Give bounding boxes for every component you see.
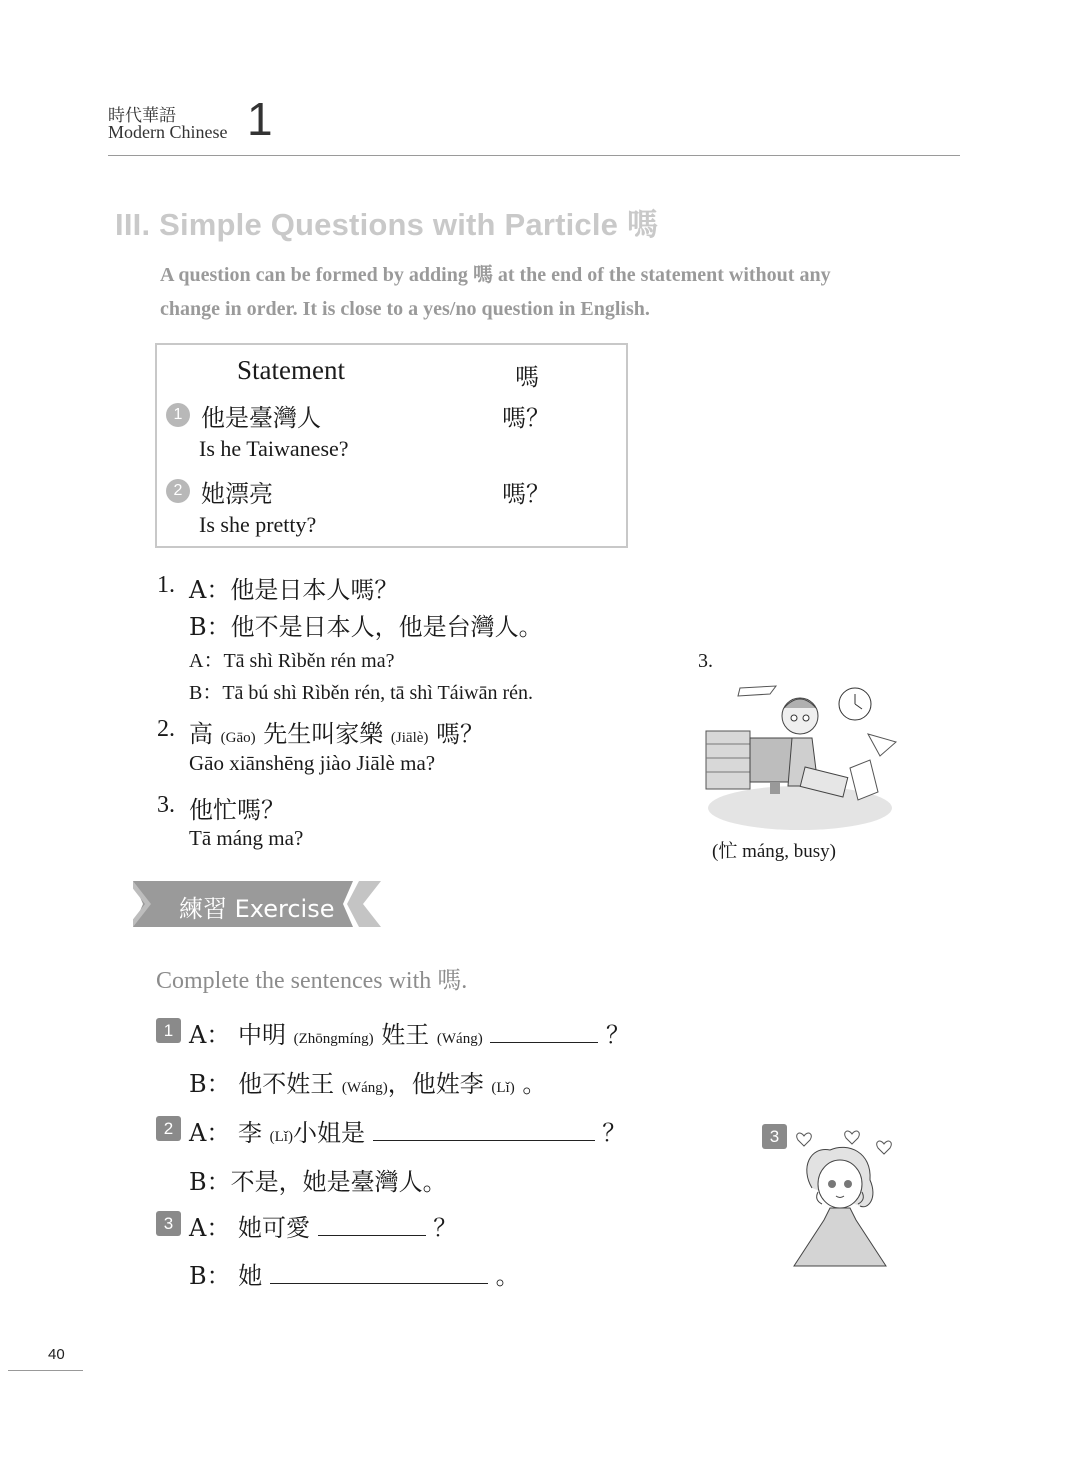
sentence-end: ？ — [433, 1214, 458, 1242]
intro-line-1: A question can be formed by adding 嗎 at the end of the statement without any — [160, 264, 831, 286]
sentence-part: 她 — [238, 1262, 263, 1290]
exercise-banner — [133, 881, 385, 927]
heart-icon — [797, 1133, 812, 1146]
sentence-part: 中明 — [237, 1021, 286, 1049]
section-intro — [160, 258, 960, 326]
sentence-end: ？ — [602, 1119, 627, 1147]
sentence-part: 小姐是 — [292, 1119, 365, 1147]
header-series-english: Modern Chinese — [108, 122, 228, 142]
pinyin-note: (Gāo) — [220, 730, 256, 746]
row-2-badge — [166, 479, 190, 503]
pinyin-note: (Jiālè) — [390, 730, 429, 746]
table-header-statement: Statement — [237, 355, 345, 385]
sentence-end: 。 — [522, 1070, 547, 1098]
square-number-badge: 1 — [156, 1018, 181, 1043]
exercise-2-badge — [156, 1116, 181, 1141]
row-1-statement: 他是臺灣人 — [201, 404, 321, 432]
pinyin-note: (Wáng) — [341, 1080, 388, 1096]
example-1-pinyin-a: A：Tā shì Rìběn rén ma? — [189, 650, 395, 672]
example-1-line-b — [189, 607, 543, 642]
sentence-part: 李 — [237, 1119, 262, 1147]
row-2-ma: 嗎？ — [502, 480, 550, 508]
square-number-badge: 3 — [762, 1124, 787, 1149]
page-number-rule — [8, 1370, 83, 1371]
pinyin-note: (Lǐ) — [491, 1080, 515, 1096]
exercise-1-badge — [156, 1018, 181, 1043]
statement-table — [155, 343, 628, 548]
sentence-part: 嗎？ — [436, 720, 485, 748]
number-badge: 1 — [166, 403, 190, 427]
header-rule — [108, 155, 960, 156]
speaker-label: A： — [189, 1119, 231, 1147]
exercise-2-line-b — [189, 1162, 447, 1197]
row-1-translation: Is he Taiwanese? — [199, 436, 349, 461]
example-3-number: 3. — [157, 792, 175, 818]
exercise-banner-label: 練習 Exercise — [179, 895, 335, 923]
exercise-1-line-a — [189, 1015, 630, 1050]
sentence-part: 她可愛 — [237, 1214, 310, 1242]
speaker-label: B： — [189, 1168, 231, 1196]
speaker-label: A： — [189, 576, 231, 604]
square-number-badge: 3 — [156, 1211, 181, 1236]
row-2-translation: Is she pretty? — [199, 512, 317, 537]
pinyin-note: (Zhōngmíng) — [293, 1031, 374, 1047]
sentence: 不是，她是臺灣人。 — [230, 1168, 447, 1196]
example-1-line-a — [189, 570, 398, 605]
row-2-statement: 她漂亮 — [201, 480, 273, 508]
example-2-pinyin: Gāo xiānshēng jiào Jiālè ma? — [189, 751, 436, 775]
sentence: 他是日本人嗎？ — [230, 576, 399, 604]
busy-man-illustration — [700, 676, 900, 836]
answer-blank[interactable] — [318, 1235, 426, 1236]
example-1-pinyin-b: B：Tā bú shì Rìběn rén, tā shì Táiwān rén. — [189, 682, 534, 704]
exercise-3-line-a — [189, 1208, 457, 1243]
answer-blank[interactable] — [270, 1283, 488, 1284]
sentence: 他不是日本人，他是台灣人。 — [230, 613, 543, 641]
answer-blank[interactable] — [373, 1140, 595, 1141]
speaker-label: B： — [189, 1262, 231, 1290]
pinyin-note: (Wáng) — [436, 1031, 483, 1047]
example-2-sentence — [189, 714, 484, 749]
example-1-number: 1. — [157, 572, 175, 598]
header-series-chinese: 時代華語 — [108, 106, 176, 126]
exercise-2-line-a — [189, 1113, 626, 1148]
exercise-3-badge — [156, 1211, 181, 1236]
sentence-part: 他不姓王 — [238, 1070, 335, 1098]
intro-line-2: change in order. It is close to a yes/no question in English. — [160, 298, 650, 320]
girl-illustration-badge — [762, 1124, 787, 1149]
heart-icon — [877, 1141, 892, 1154]
header-volume-number: 1 — [247, 93, 273, 145]
answer-blank[interactable] — [490, 1042, 598, 1043]
exercise-instruction: Complete the sentences with 嗎. — [156, 968, 468, 994]
sentence-end: ？ — [606, 1021, 630, 1049]
section-title: III. Simple Questions with Particle 嗎 — [115, 207, 659, 242]
heart-icon — [845, 1131, 860, 1144]
exercise-1-line-b — [189, 1064, 546, 1099]
number-badge: 2 — [166, 479, 190, 503]
page-number: 40 — [48, 1346, 65, 1363]
row-1-ma: 嗎？ — [502, 404, 550, 432]
speaker-label: B： — [189, 613, 231, 641]
sentence-part: 姓王 — [381, 1021, 430, 1049]
exercise-3-line-b — [189, 1256, 520, 1291]
illustration-caption: (忙 máng, busy) — [712, 841, 837, 862]
pinyin-note: (Lǐ) — [269, 1129, 293, 1145]
example-2-number: 2. — [157, 716, 175, 742]
speaker-label: A： — [189, 1021, 231, 1049]
example-3-sentence: 他忙嗎？ — [189, 796, 285, 824]
sentence-part: 高 — [189, 720, 213, 748]
sentence-part: 先生叫家樂 — [263, 720, 384, 748]
sentence-end: 。 — [495, 1262, 520, 1290]
sentence-part: ，他姓李 — [387, 1070, 484, 1098]
row-1-badge — [166, 403, 190, 427]
cute-girl-illustration — [790, 1128, 910, 1270]
example-3-pinyin: Tā máng ma? — [189, 826, 304, 850]
illustration-number: 3. — [698, 650, 713, 672]
speaker-label: B： — [189, 1070, 231, 1098]
square-number-badge: 2 — [156, 1116, 181, 1141]
table-header-ma: 嗎 — [515, 363, 539, 391]
speaker-label: A： — [189, 1214, 231, 1242]
